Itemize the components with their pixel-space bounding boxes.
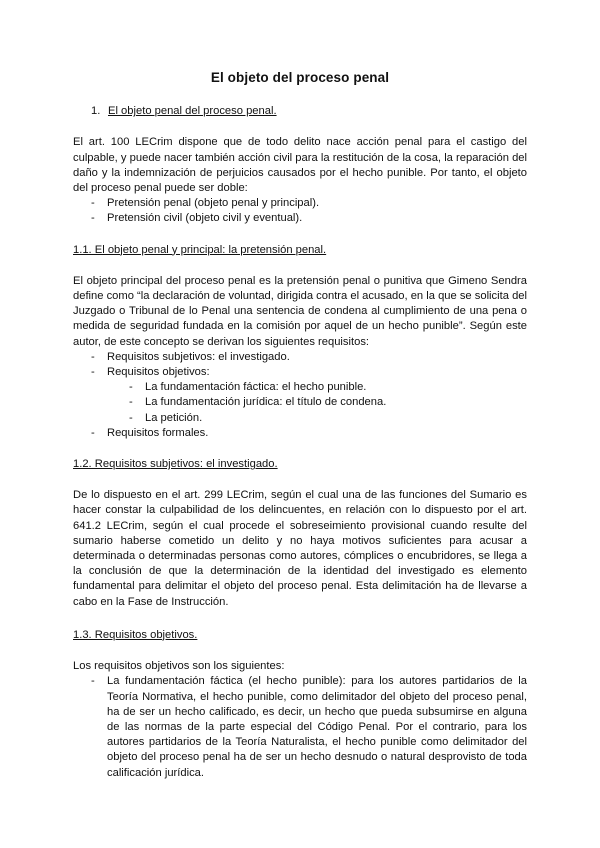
list-item: - Requisitos formales. (73, 426, 527, 441)
section-heading-1 (91, 104, 527, 119)
section-1-3-intro: Los requisitos objetivos son los siguientes: (73, 660, 285, 673)
section-1-3-block (73, 659, 527, 781)
list-item: - La fundamentación fáctica (el hecho punible): para los autores partidarios de la Teoría Normativa, el hecho punible, como delimitador del objeto del proceso penal, ha de ser un hecho calificado, es decir, un hecho que pueda subsumirse en alguna de las normas de la parte especial del Código Penal. Por el contrario, para los autores partidarios de la Teoría Naturalista, el hecho punible como delimitador del objeto del proceso penal ha de ser un hecho desnudo o natural desprovisto de toda calificación jurídica. (73, 674, 527, 780)
document-title: El objeto del proceso penal (210, 70, 390, 85)
requirements-list-end (73, 426, 527, 441)
section-heading-text: El objeto penal del proceso penal. (108, 105, 277, 118)
subsection-heading-1-1: 1.1. El objeto penal y principal: la pretensión penal. (73, 243, 327, 256)
list-item: - Pretensión penal (objeto penal y principal). (73, 196, 527, 211)
section-number: 1. (91, 105, 101, 118)
sub-list-item: - La petición. (73, 411, 527, 426)
subsection-heading-1-2: 1.2. Requisitos subjetivos: el investigado. (73, 458, 278, 471)
list-item: - Requisitos subjetivos: el investigado. (73, 350, 527, 365)
subsection-heading-1-3: 1.3. Requisitos objetivos. (73, 628, 198, 641)
section-1-1-block (73, 274, 527, 441)
list-item: - Pretensión civil (objeto civil y eventual). (73, 211, 527, 226)
sub-list-item: - La fundamentación jurídica: el título de condena. (73, 395, 527, 410)
section-1-1-paragraph: El objeto principal del proceso penal es la pretensión penal o punitiva que Gimeno Sendra define como “la declaración de voluntad, dirigida contra el acusado, en la que se solicita del Juzgado o Tribunal de lo Penal una sentencia de condena al cumplimiento de una pena o medida de seguridad fundada en la comisión por aquel de un hecho punible”. Según este autor, de este concepto se derivan los siguientes requisitos: (73, 274, 527, 348)
intro-block (73, 135, 527, 226)
list-item: - Requisitos objetivos: (73, 365, 527, 380)
sub-list-item: - La fundamentación fáctica: el hecho punible. (73, 380, 527, 395)
objective-requirements-list (73, 674, 527, 780)
section-1-2-paragraph: De lo dispuesto en el art. 299 LECrim, según el cual una de las funciones del Sumario es hacer constar la culpabilidad de los delincuentes, en relación con lo dispuesto por el art. 641.2 LECrim, según el cual procede el sobreseimiento provisional cuando resulte del sumario haberse cometido un delito y no haya motivos suficientes para acusar a determinada o determinadas personas como autores, cómplices o encubridores, se llega a la conclusión de que la determinación de la identidad del investigado es elemento fundamental para delimitar el objeto del proceso penal. Esta delimitación ha de llevarse a cabo en la Fase de Instrucción. (73, 489, 527, 608)
section-1-2-block (73, 488, 527, 610)
intro-list (73, 196, 527, 226)
requirements-list (73, 350, 527, 380)
intro-paragraph: El art. 100 LECrim dispone que de todo delito nace acción penal para el castigo del culpable, y puede nacer también acción civil para la restitución de la cosa, la reparación del daño y la indemnización de perjuicios causados por el hecho punible. Por tanto, el objeto del proceso penal puede ser doble: (73, 136, 527, 195)
objective-requirements-sublist (73, 380, 527, 426)
